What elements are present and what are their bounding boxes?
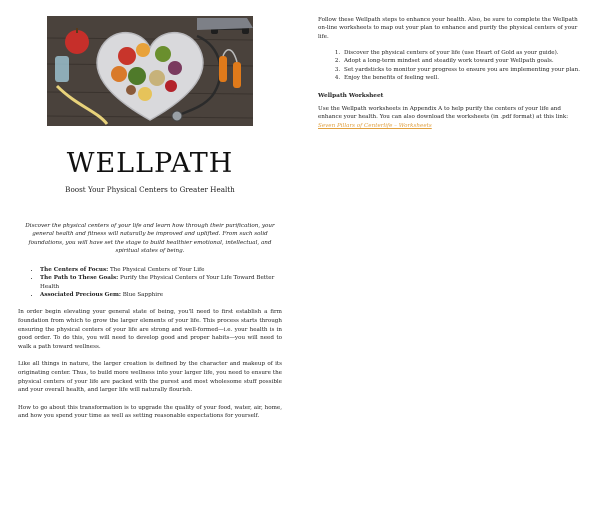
worksheet-heading: Wellpath Worksheet <box>318 93 384 100</box>
list-item <box>40 274 282 290</box>
fact-value: Purify the Physical Centers of Your Life Toward Better Health <box>40 275 275 290</box>
hero-image <box>47 16 253 126</box>
worksheet-text: Use the Wellpath worksheets in Appendix A to help purify the centers of your life and enhance your health. You can also download the worksheets (in .pdf format) at this link: <box>318 106 569 121</box>
body-paragraph: In order begin elevating your general state of being, you'll need to first establish a firm foundation from which to grow the larger elements of your life. This process starts through ensuring the physical centers of your life are strong and well-formed—i.e. your health is in good order. To do this, you will need to develop good and proper habits—you will need to walk a path toward wellness. <box>18 309 282 350</box>
list-item: 3. Set yardsticks to monitor your progress to ensure you are implementing your plan. <box>342 66 584 74</box>
document-title: WELLPATH <box>66 148 234 179</box>
fact-value: The Physical Centers of Your Life <box>108 266 205 273</box>
list-item: 2. Adopt a long-term mindset and steadily work toward your Wellpath goals. <box>342 57 584 65</box>
list-item <box>40 291 282 299</box>
worksheet-link[interactable]: Seven Pillars of Centerlife – Worksheets <box>318 122 432 129</box>
fact-label: The Centers of Focus: <box>40 266 109 273</box>
fact-label: Associated Precious Gem: <box>40 292 121 299</box>
body-paragraph: Like all things in nature, the larger creation is defined by the character and makeup of its originating center. Thus, to build more wellness into your larger life, you need to ensure the physical centers of your life are packed with the purest and most wholesome stuff possible and your overall health, and larger life will naturally flourish. <box>18 361 282 394</box>
key-facts-list <box>18 266 282 300</box>
worksheet-paragraph <box>318 105 584 130</box>
steps-intro-paragraph: Follow these Wellpath steps to enhance your health. Also, be sure to complete the Wellpath on-line worksheets to map out your plan to enhance and purify the physical centers of your life. <box>318 17 578 40</box>
healthy-food-and-fitness-photo <box>47 16 253 126</box>
steps-list <box>318 49 584 82</box>
list-item: 4. Enjoy the benefits of feeling well. <box>342 74 584 82</box>
fact-value: Blue Sapphire <box>120 292 164 299</box>
fact-label: The Path to These Goals: <box>40 275 119 282</box>
right-column <box>318 16 584 130</box>
left-column <box>18 16 282 421</box>
body-paragraph: How to go about this transformation is to upgrade the quality of your food, water, air, home, and how you spend your time as well as setting reasonable expectations for yourself. <box>18 404 282 420</box>
document-subtitle: Boost Your Physical Centers to Greater Health <box>65 185 235 194</box>
list-item: 1. Discover the physical centers of your life (use Heart of Gold as your guide). <box>342 49 584 57</box>
intro-paragraph: Discover the physical centers of your life and learn how through their purification, your general health and fitness will naturally be improved and uplifted. From such solid foundations, you will have set the stage to build healthier emotional, intellectual, and spiritual states of being. <box>25 223 275 255</box>
list-item <box>40 266 282 274</box>
